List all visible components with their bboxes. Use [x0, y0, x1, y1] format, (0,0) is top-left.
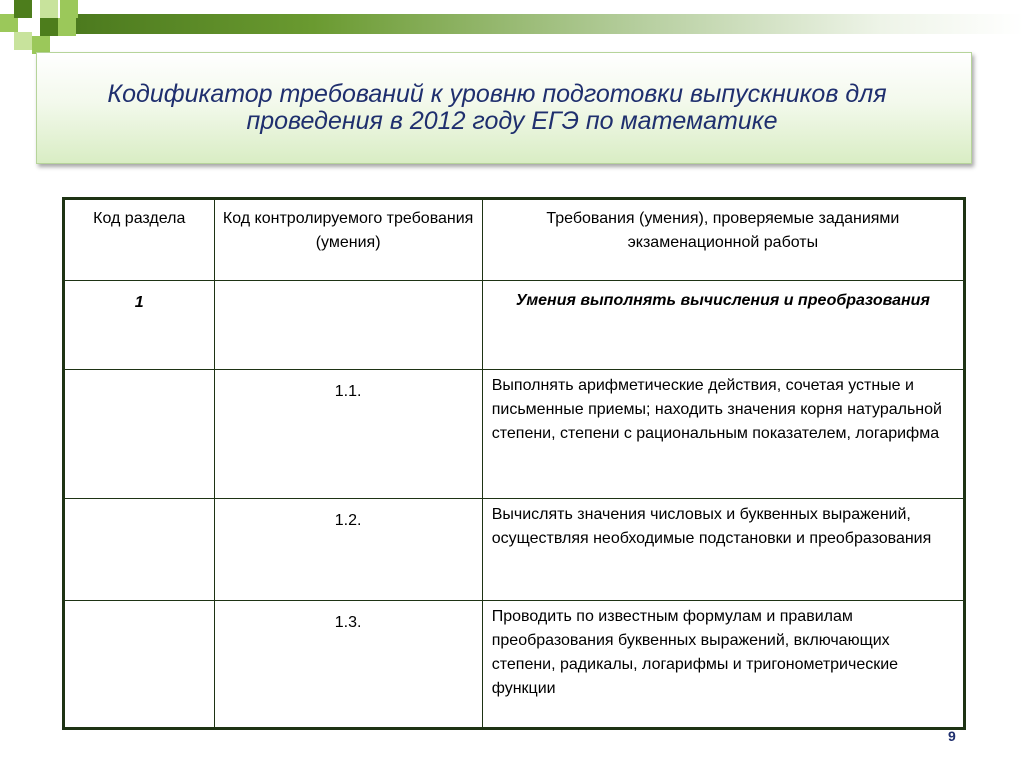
empty-cell [214, 281, 482, 370]
slide-title-line-2: проведения в 2012 году ЕГЭ по математике [246, 107, 778, 135]
decorative-square [40, 0, 58, 18]
header-requirements: Требования (умения), проверяемые заданиями экзаменационной работы [482, 199, 964, 281]
section-code: 1 [64, 281, 215, 370]
table-row [64, 601, 965, 729]
requirement-text: Выполнять арифметические действия, сочетая устные и письменные приемы; находить значения корня натуральной степени, степени с рациональным показателем, логарифма [482, 370, 964, 499]
codifier-table [62, 197, 966, 730]
decorative-square [14, 32, 32, 50]
slide-title [37, 81, 971, 135]
table-row [64, 499, 965, 601]
table-row-section [64, 281, 965, 370]
empty-cell [64, 370, 215, 499]
decorative-top-bar [76, 14, 1024, 34]
title-box [36, 52, 972, 164]
decorative-square [40, 18, 58, 36]
section-title: Умения выполнять вычисления и преобразования [482, 281, 964, 370]
slide-title-line-1: Кодификатор требований к уровню подготовки выпускников для [107, 80, 887, 108]
requirement-text: Проводить по известным формулам и правилам преобразования буквенных выражений, включающих степени, радикалы, логарифмы и тригонометрические функции [482, 601, 964, 729]
requirement-code: 1.2. [214, 499, 482, 601]
empty-cell [64, 601, 215, 729]
header-section-code: Код раздела [64, 199, 215, 281]
decorative-square [14, 0, 32, 18]
requirement-code: 1.3. [214, 601, 482, 729]
requirement-code: 1.1. [214, 370, 482, 499]
table-header-row [64, 199, 965, 281]
decorative-square [58, 18, 76, 36]
page-number: 9 [948, 728, 956, 744]
header-requirement-code: Код контролируемого требования (умения) [214, 199, 482, 281]
empty-cell [64, 499, 215, 601]
table-row [64, 370, 965, 499]
requirement-text: Вычислять значения числовых и буквенных выражений, осуществляя необходимые подстановки и преобразования [482, 499, 964, 601]
decorative-square [60, 0, 78, 18]
